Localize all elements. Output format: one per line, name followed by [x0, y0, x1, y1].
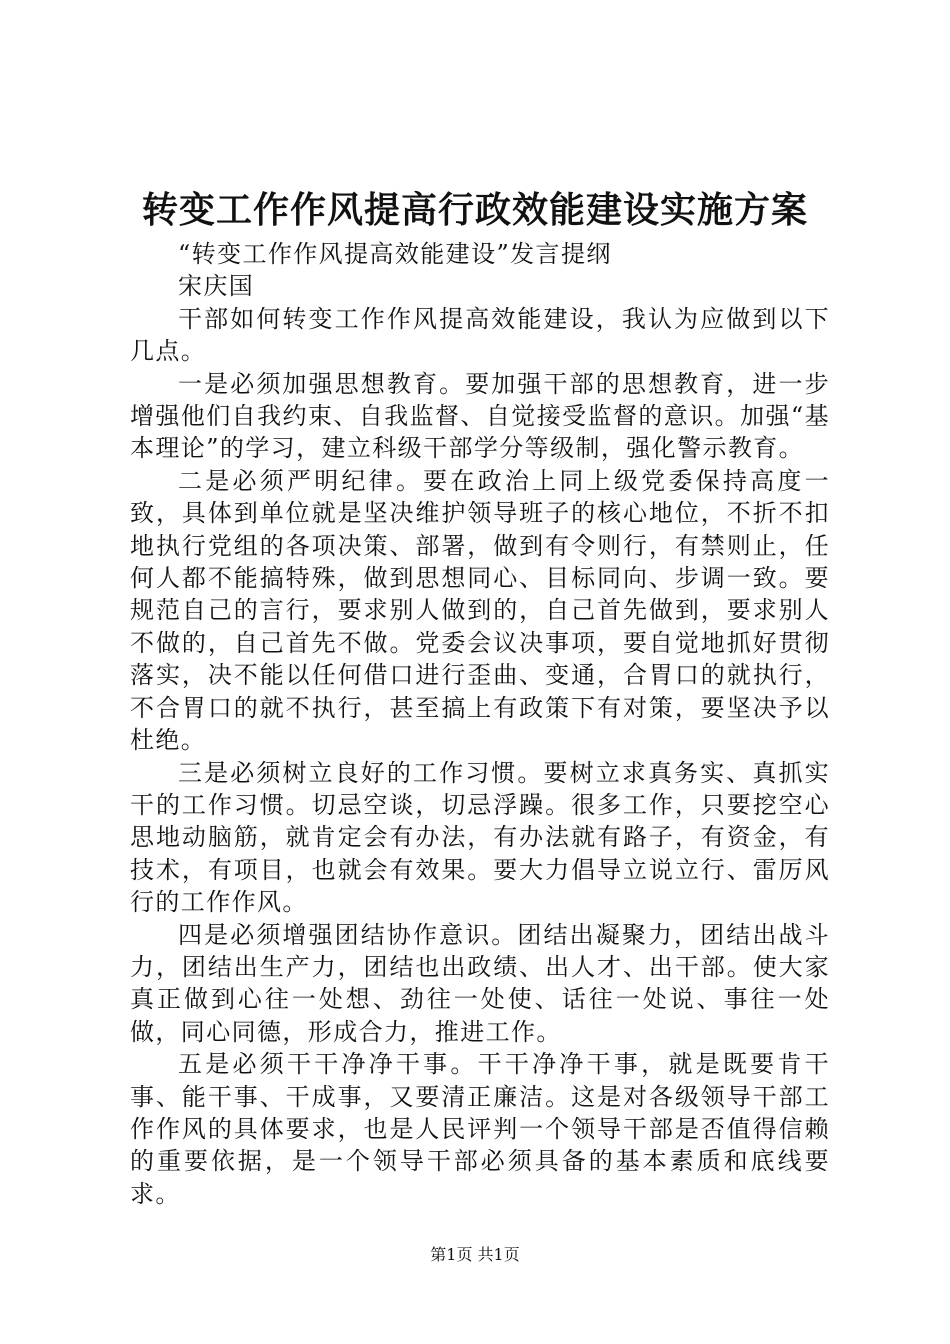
- page-footer: 第1页 共1页: [430, 1245, 520, 1264]
- point-5-paragraph: 五是必须干干净净干事。干干净净干事，就是既要肯干事、能干事、干成事，又要清正廉洁。这是对各级领导干部工作作风的具体要求，也是人民评判一个领导干部是否值得信赖的重要依据，是一个领导干部必须具备的基本素质和底线要求。: [130, 1050, 830, 1208]
- point-4-paragraph: 四是必须增强团结协作意识。团结出凝聚力，团结出战斗力，团结出生产力，团结也出政绩、出人才、出干部。使大家真正做到心往一处想、劲往一处使、话往一处说、事往一处做，同心同德，形成合力，推进工作。: [130, 920, 830, 1046]
- point-2-paragraph: 二是必须严明纪律。要在政治上同上级党委保持高度一致，具体到单位就是坚决维护领导班子的核心地位，不折不扣地执行党组的各项决策、部署，做到有令则行，有禁则止，任何人都不能搞特殊，做到思想同心、目标同向、步调一致。要规范自己的言行，要求别人做到的，自己首先做到，要求别人不做的，自己首先不做。党委会议决事项，要自觉地抓好贯彻落实，决不能以任何借口进行歪曲、变通，合胃口的就执行，不合胃口的就不执行，甚至搞上有政策下有对策，要坚决予以杜绝。: [130, 466, 830, 755]
- author-name: 宋庆国: [178, 272, 255, 301]
- point-3-paragraph: 三是必须树立良好的工作习惯。要树立求真务实、真抓实干的工作习惯。切忌空谈，切忌浮躁。很多工作，只要挖空心思地动脑筋，就肯定会有办法，有办法就有路子，有资金，有技术，有项目，也就会有效果。要大力倡导立说立行、雷厉风行的工作作风。: [130, 758, 830, 917]
- point-1-paragraph: 一是必须加强思想教育。要加强干部的思想教育，进一步增强他们自我约束、自我监督、自觉接受监督的意识。加强“基本理论”的学习，建立科级干部学分等级制，强化警示教育。: [130, 369, 830, 463]
- intro-paragraph: 干部如何转变工作作风提高效能建设，我认为应做到以下几点。: [130, 304, 830, 366]
- document-body: [130, 238, 830, 1210]
- speech-outline-heading: “转变工作作风提高效能建设”发言提纲: [178, 240, 612, 268]
- document-title: 转变工作作风提高行政效能建设实施方案: [141, 189, 808, 231]
